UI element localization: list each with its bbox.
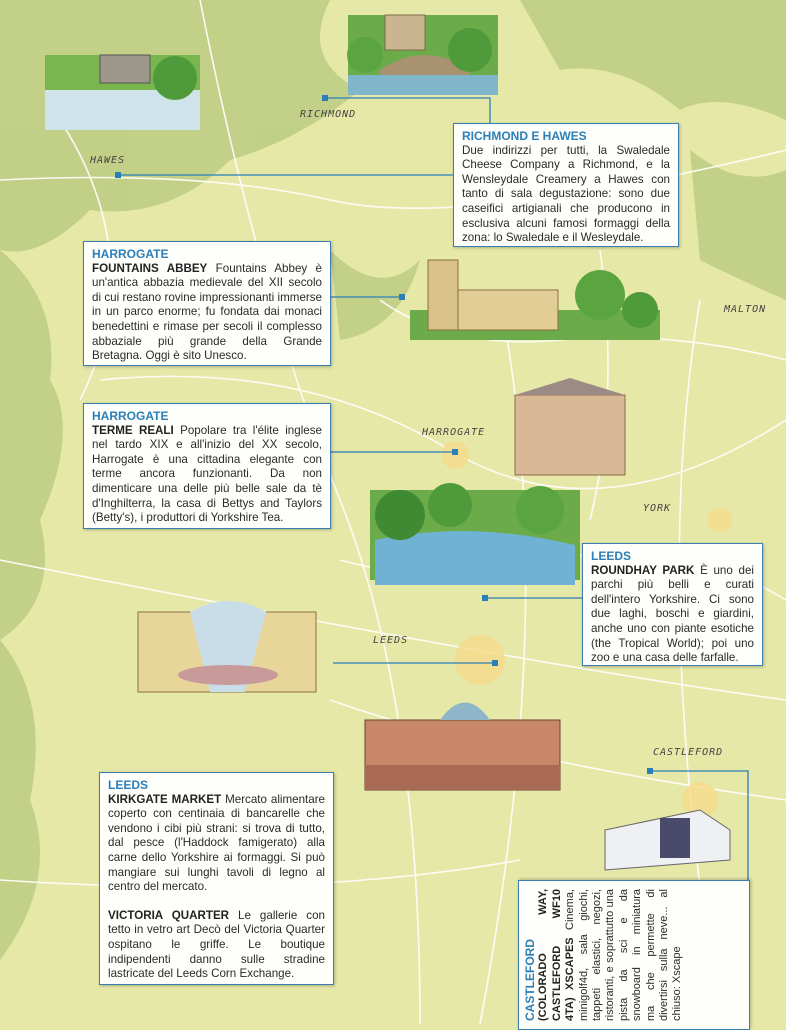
illustration-richmond-castle bbox=[347, 15, 498, 95]
box-city: RICHMOND E HAWES bbox=[462, 129, 587, 143]
box-city: HARROGATE bbox=[92, 409, 169, 423]
box-text: Mercato alimentare coperto con centinaia di bancarelle che vendono i cibi più strani: si trova di tutto, dal pesce (l'Haddock famigerato) alla carne dello Yorkshire ai formaggi. Si può mangiare sui lunghi tavoli di legno al centro del mercato. bbox=[108, 792, 326, 894]
box-text: Due indirizzi per tutti, la Swaledale Cheese Company a Richmond, e la Wensleydale Creamery a Hawes con tanto di sala degustazione: sono due caseifici artigianali che producono in esclusiva alcuni famosi formaggi della zona: lo Swaledale e il Wesleydale. bbox=[462, 143, 670, 245]
box-title: XSCAPES bbox=[564, 937, 577, 990]
box-city: LEEDS bbox=[108, 778, 149, 792]
box-text: È uno dei parchi più belli e curati dell'intero Yorkshire. Ci sono due laghi, boschi e giardini, anche uno con piante esotiche (the Tropical World); poi uno zoo e una casa delle farfalle. bbox=[591, 563, 754, 665]
box-title: KIRKGATE MARKET bbox=[108, 792, 222, 806]
map-label-richmond: RICHMOND bbox=[300, 109, 357, 120]
info-box-kirkgate-market bbox=[99, 772, 334, 985]
map-label-york: YORK bbox=[643, 503, 672, 514]
illustration-victoria-quarter bbox=[138, 601, 316, 692]
map-label-malton: MALTON bbox=[724, 304, 767, 315]
box-title: TERME REALI bbox=[92, 423, 174, 437]
map-label-harrogate: HARROGATE bbox=[422, 427, 486, 438]
box-text: Fountains Abbey è un'antica abbazia medievale del XII secolo di cui restano rovine impressionanti immerse in un parco enorme; fu fondata dai monaci benedettini e rimase per secoli il complesso abbaziale più grande della Grande Bretagna. Oggi è sito Unesco. bbox=[92, 261, 322, 363]
illustration-roundhay-park bbox=[370, 483, 580, 585]
map-label-leeds: LEEDS bbox=[373, 635, 409, 646]
info-box-fountains-abbey bbox=[83, 241, 331, 366]
box-address: (COLORADO WAY, CASTLEFORD WF10 4TA) bbox=[537, 889, 577, 1021]
box-city: CASTLEFORD bbox=[523, 939, 537, 1021]
box-title: ROUNDHAY PARK bbox=[591, 563, 695, 577]
illustration-harrogate-building bbox=[515, 378, 625, 475]
box-text: Popolare tra l'élite inglese nel tardo XIX e all'inizio del XX secolo, Harrogate è una cittadina elegante con terme ancora funzionanti. Da non dimenticare una delle più belle sale da tè d'Inghilterra, la casa di Bettys and Taylors (Betty's), i produttori di Yorkshire Tea. bbox=[92, 423, 322, 525]
box-text-victoria: Le gallerie con tetto in vetro art Decò del Victoria Quarter ospitano le griffe. Le boutique indipendenti danno sulle stradine lastricate del Leeds Corn Exchange. bbox=[108, 908, 325, 981]
map-label-castleford: CASTLEFORD bbox=[653, 747, 724, 758]
info-box-terme-reali bbox=[83, 403, 331, 529]
box-city: LEEDS bbox=[591, 549, 632, 563]
info-box-castleford bbox=[518, 880, 750, 1030]
info-box-richmond bbox=[453, 123, 679, 247]
map-label-hawes: HAWES bbox=[90, 155, 126, 166]
box-text: Cinema, minigolf4d, sala giochi, tappeti elastici, negozi, ristoranti, e soprattutto una pista da sci e da snowboard in miniatura ma che permette di divertirsi sulla neve... al chiuso: Xscape bbox=[564, 889, 684, 1021]
box-title: FOUNTAINS ABBEY bbox=[92, 261, 208, 275]
info-box-roundhay-park bbox=[582, 543, 763, 666]
illustration-hawes-waterfall bbox=[45, 55, 200, 130]
box-title-victoria: VICTORIA QUARTER bbox=[108, 908, 230, 922]
box-city: HARROGATE bbox=[92, 247, 169, 261]
